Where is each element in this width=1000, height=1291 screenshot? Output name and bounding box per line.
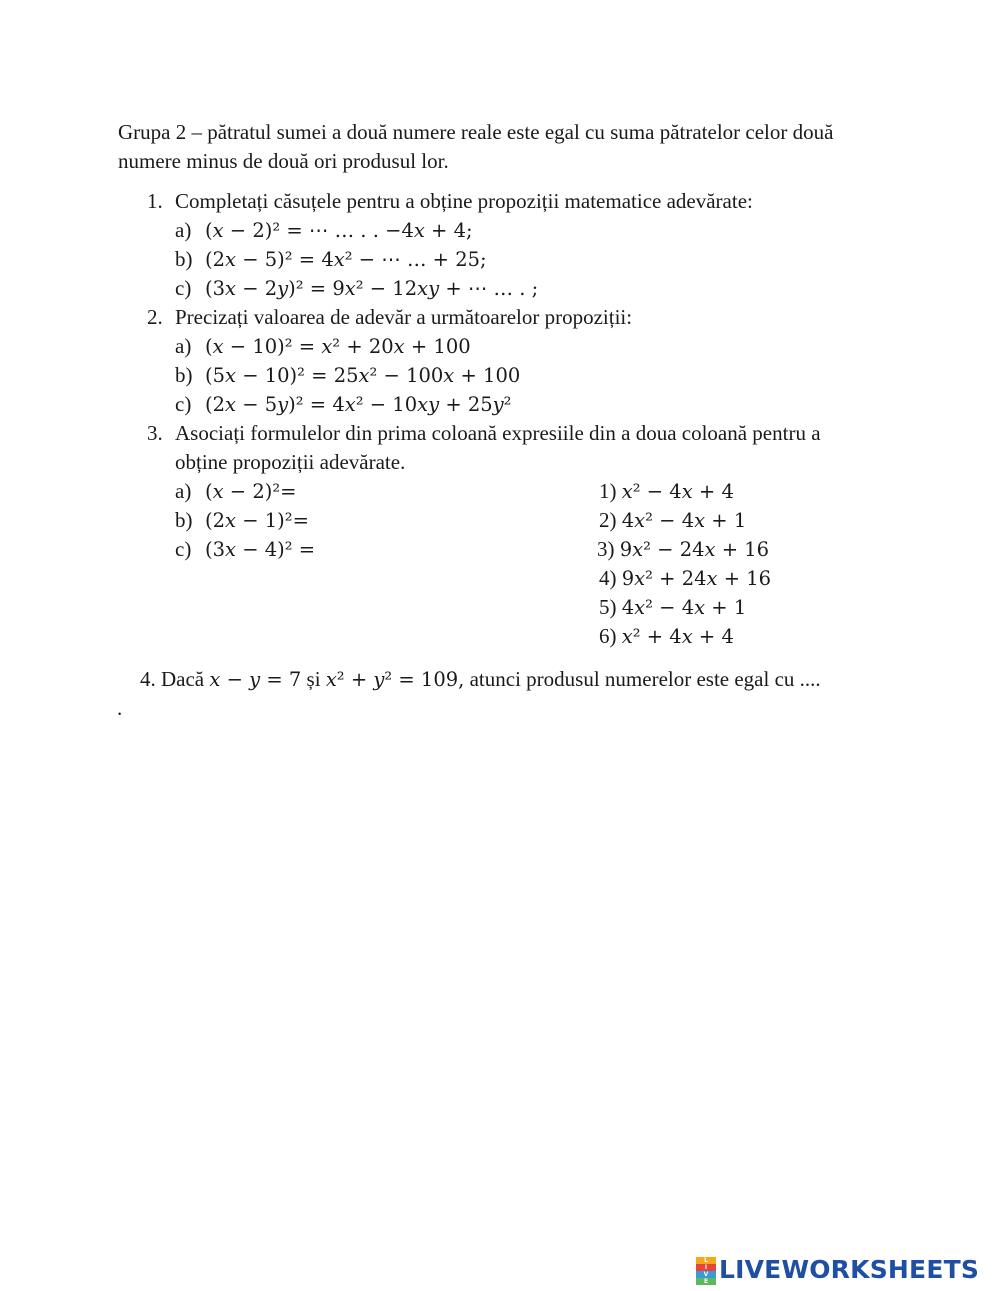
item-label: 6)	[599, 624, 617, 648]
question-text: Asociați formulelor din prima coloană expresiile din a doua coloană pentru a	[175, 421, 821, 445]
q2-item-b	[175, 365, 520, 386]
math-expression: 𝑥² + 4𝑥 + 4	[621, 625, 734, 648]
math-expression: 𝑥 − 𝑦 = 7	[209, 668, 302, 691]
q3-right-1	[599, 481, 734, 502]
logo-letter: E	[696, 1278, 716, 1285]
item-label: a)	[175, 479, 192, 503]
liveworksheets-logo	[696, 1254, 979, 1284]
math-expression: 4𝑥² − 4𝑥 + 1	[621, 509, 747, 532]
math-expression: 𝑥² + 𝑦² = 109,	[325, 668, 465, 691]
item-label: a)	[175, 334, 192, 358]
brand-icon	[696, 1257, 716, 1285]
question-text-part: și	[306, 667, 321, 691]
math-expression: (3𝑥 − 4)² =	[205, 538, 316, 561]
question-text-part: Dacă	[161, 667, 205, 691]
question-text-part: atunci produsul numerelor este egal cu ....	[469, 667, 821, 691]
question-number: 3.	[147, 421, 163, 445]
q3-right-5	[599, 597, 746, 618]
math-expression: (2𝑥 − 5)² = 4𝑥² − ⋯ … + 25;	[205, 248, 487, 271]
item-label: c)	[175, 276, 192, 300]
q2-item-c	[175, 394, 512, 415]
question-3-continued: obține propoziții adevărate.	[175, 450, 406, 474]
q3-right-3	[597, 539, 769, 560]
item-label: b)	[175, 508, 193, 532]
question-number: 2.	[147, 305, 163, 329]
logo-letter: V	[696, 1271, 716, 1278]
question-4	[140, 669, 821, 690]
item-label: 4)	[599, 566, 617, 590]
q1-item-a	[175, 220, 473, 241]
q2-item-a	[175, 336, 471, 357]
q3-left-c	[175, 539, 315, 560]
math-expression: (𝑥 − 10)² = 𝑥² + 20𝑥 + 100	[205, 335, 471, 358]
question-2	[147, 307, 632, 328]
item-label: c)	[175, 537, 192, 561]
math-expression: 9𝑥² + 24𝑥 + 16	[621, 567, 772, 590]
math-expression: (3𝑥 − 2𝑦)² = 9𝑥² − 12𝑥𝑦 + ⋯ … . ;	[205, 277, 539, 300]
math-expression: 4𝑥² − 4𝑥 + 1	[621, 596, 747, 619]
item-label: a)	[175, 218, 192, 242]
math-expression: (2𝑥 − 5𝑦)² = 4𝑥² − 10𝑥𝑦 + 25𝑦²	[205, 393, 512, 416]
question-1	[147, 191, 753, 212]
q1-item-b	[175, 249, 487, 270]
question-text: Precizați valoarea de adevăr a următoarelor propoziții:	[175, 305, 633, 329]
q3-right-2	[599, 510, 746, 531]
intro-paragraph: Grupa 2 – pătratul sumei a două numere reale este egal cu suma pătratelor celor două numere minus de două ori produsul lor.	[118, 120, 834, 173]
math-expression: (𝑥 − 2)² = ⋯ … . . −4𝑥 + 4;	[205, 219, 473, 242]
math-expression: 9𝑥² − 24𝑥 + 16	[619, 538, 770, 561]
item-label: 5)	[599, 595, 617, 619]
q3-left-b	[175, 510, 309, 531]
item-label: b)	[175, 247, 193, 271]
brand-name: LIVEWORKSHEETS	[719, 1254, 980, 1284]
math-expression: (5𝑥 − 10)² = 25𝑥² − 100𝑥 + 100	[205, 364, 521, 387]
question-number: 4.	[140, 667, 156, 691]
q1-item-c	[175, 278, 538, 299]
question-number: 1.	[147, 189, 163, 213]
question-text: Completați căsuțele pentru a obține propoziții matematice adevărate:	[175, 189, 753, 213]
q3-left-a	[175, 481, 297, 502]
item-label: 3)	[597, 537, 615, 561]
logo-letter: L	[696, 1257, 716, 1264]
trailing-dot: .	[117, 696, 123, 720]
q3-right-4	[599, 568, 771, 589]
math-expression: (𝑥 − 2)²=	[205, 480, 297, 503]
logo-letter: I	[696, 1264, 716, 1271]
q3-right-6	[599, 626, 734, 647]
item-label: c)	[175, 392, 192, 416]
item-label: b)	[175, 363, 193, 387]
item-label: 2)	[599, 508, 617, 532]
question-3	[147, 423, 821, 444]
item-label: 1)	[599, 479, 617, 503]
math-expression: (2𝑥 − 1)²=	[205, 509, 309, 532]
math-expression: 𝑥² − 4𝑥 + 4	[621, 480, 734, 503]
